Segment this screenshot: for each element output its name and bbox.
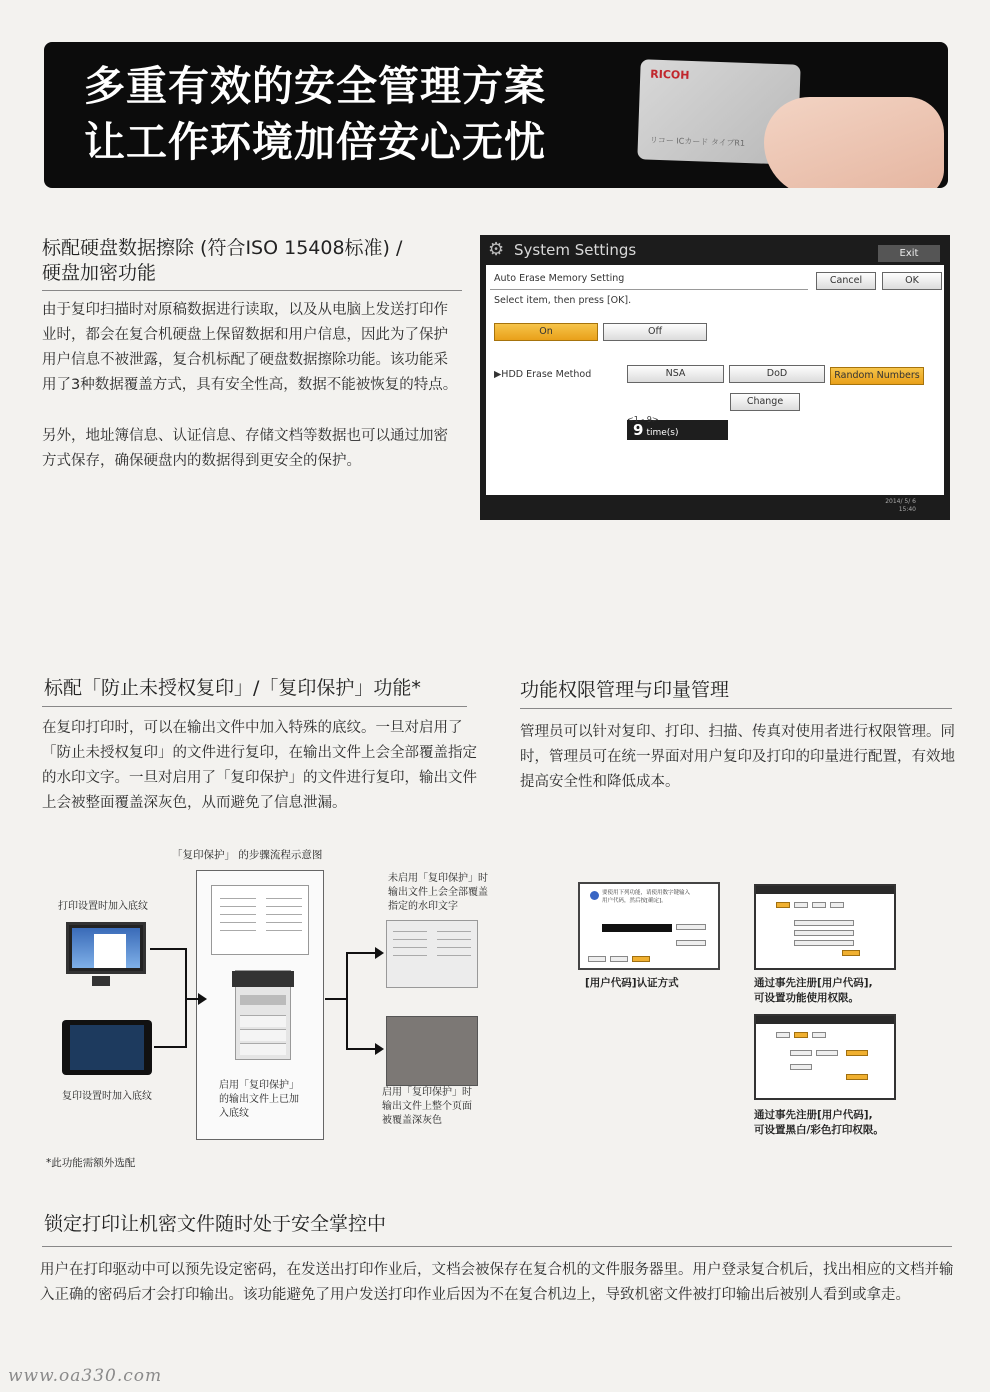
section2-rule — [42, 706, 467, 707]
date-text: 2014/ 5/ 6 — [885, 498, 916, 505]
change-button[interactable]: Change — [730, 393, 800, 411]
section1-heading — [42, 236, 402, 286]
mini-button — [794, 920, 854, 926]
section3-para: 管理员可以针对复印、打印、扫描、传真对使用者进行权限管理。同时，管理员可在统一界面对用户复印及打印的印量进行配置，有效地提高安全性和降低成本。 — [520, 724, 955, 790]
cancel-button[interactable]: Cancel — [816, 272, 876, 290]
site-watermark: www.oa330.com — [8, 1366, 163, 1386]
nsa-button[interactable]: NSA — [627, 365, 724, 383]
connector-line — [347, 952, 375, 954]
label-off — [388, 872, 488, 914]
mini-button — [812, 1032, 826, 1038]
dialog-text-line1: 要使用下列功能，请使用数字键输入 — [602, 890, 691, 896]
dialog-text-line2: 用户代码，然后按[确定]。 — [602, 898, 667, 904]
exit-button[interactable]: Exit — [878, 245, 940, 262]
connector-line — [150, 948, 186, 950]
screen-title: System Settings — [514, 241, 637, 259]
patterned-doc-image — [211, 885, 309, 955]
ok-button[interactable]: OK — [882, 272, 942, 290]
connector-line — [346, 952, 348, 1050]
label-copier-line1: 启用「复印保护」 — [219, 1080, 299, 1091]
instruction-text: Select item, then press [OK]. — [494, 295, 632, 306]
arrow-icon — [198, 993, 207, 1005]
label-off-line3: 指定的水印文字 — [388, 901, 458, 912]
section4-rule — [42, 1246, 952, 1247]
label-off-line1: 未启用「复印保护」时 — [388, 873, 488, 884]
range-text: <1 - 9> — [627, 415, 659, 424]
setting-rule — [490, 289, 808, 290]
mini-button — [794, 1032, 808, 1038]
section2-para: 在复印打印时，可以在输出文件中加入特殊的底纹。一旦对启用了「防止未授权复印」的文件进行复印，在输出文件上会全部覆盖指定的水印文字。一旦对启用了「复印保护」的文件进行复印，输出文件上会被整面覆盖深灰色，从而避免了信息泄漏。 — [42, 720, 477, 811]
screen-content — [486, 265, 944, 495]
caption2-line1: 通过事先注册[用户代码], — [754, 977, 873, 989]
mini-button — [776, 1032, 790, 1038]
hdd-erase-method-label: ▶HDD Erase Method — [494, 369, 592, 380]
mini-button — [790, 1064, 812, 1070]
caption2-line2: 可设置功能使用权限。 — [754, 992, 859, 1004]
hand-image — [764, 97, 944, 188]
label-on — [382, 1086, 472, 1128]
copier-image — [235, 970, 291, 1060]
label-on-line2: 输出文件上整个页面 — [382, 1101, 472, 1112]
time-text: 15:40 — [898, 506, 916, 513]
caption-user-code: [用户代码]认证方式 — [585, 977, 679, 989]
section1-heading-line2: 硬盘加密功能 — [42, 262, 157, 284]
mini-button — [812, 902, 826, 908]
label-copier-line3: 入底纹 — [219, 1108, 249, 1119]
section4-para: 用户在打印驱动中可以预先设定密码，在发送出打印作业后，文档会被保存在复合机的文件服务器里。用户登录复合机后，找出相应的文档并输入正确的密码后才会打印输出。该功能避免了用户发送打印作业后因为不在复合机边上，导致机密文件被打印输出后被别人看到或拿走。 — [40, 1262, 954, 1303]
times-value: 9 — [633, 421, 644, 439]
mini-button — [846, 1074, 868, 1080]
mini-button — [816, 1050, 838, 1056]
color-permission-screen-image — [754, 1014, 896, 1100]
label-on-line1: 启用「复印保护」时 — [382, 1087, 472, 1098]
gear-icon: ⚙ — [488, 239, 505, 260]
dod-button[interactable]: DoD — [729, 365, 825, 383]
system-settings-screen — [480, 235, 950, 520]
mini-button — [588, 956, 606, 962]
section1-para2: 另外，地址簿信息、认证信息、存储文档等数据也可以通过加密方式保存，确保硬盘内的数据得到更安全的保护。 — [42, 428, 448, 469]
code-input — [602, 924, 672, 932]
section3-rule — [520, 708, 952, 709]
banner-title — [84, 58, 546, 170]
connector-line — [186, 998, 198, 1000]
user-code-dialog-image — [578, 882, 720, 970]
banner-title-line2: 让工作环境加倍安心无忧 — [84, 118, 546, 166]
card-text: リコー ICカード タイプR1 — [649, 135, 746, 148]
section1-rule — [42, 290, 462, 291]
on-button[interactable]: On — [494, 323, 598, 341]
mini-button — [794, 940, 854, 946]
dialog-text — [602, 889, 690, 905]
section1-para1: 由于复印扫描时对原稿数据进行读取，以及从电脑上发送打印作业时，都会在复合机硬盘上保留数据和用户信息，因此为了保护用户信息不被泄露，复合机标配了硬盘数据擦除功能。该功能采用了3种数据覆盖方式，具有安全性高，数据不能被恢复的特点。 — [42, 302, 458, 393]
banner-title-line1: 多重有效的安全管理方案 — [84, 62, 546, 110]
monitor-stand — [92, 976, 110, 986]
mini-button — [776, 902, 790, 908]
control-panel-image — [62, 1020, 152, 1075]
mini-button — [790, 1050, 812, 1056]
mini-button — [610, 956, 628, 962]
section3-heading: 功能权限管理与印量管理 — [520, 679, 730, 701]
diagram-title: 「复印保护」 的步骤流程示意图 — [172, 849, 323, 861]
function-permission-screen-image — [754, 884, 896, 970]
date-time — [885, 498, 916, 514]
mini-button — [794, 902, 808, 908]
hero-banner — [44, 42, 948, 188]
mini-button — [794, 930, 854, 936]
footnote: *此功能需额外选配 — [46, 1157, 136, 1169]
watermarked-doc-image — [386, 920, 478, 988]
section2-heading: 标配「防止未授权复印」/「复印保护」功能* — [44, 677, 421, 699]
connector-line — [347, 1048, 375, 1050]
section1-heading-line1: 标配硬盘数据擦除 (符合ISO 15408标准) / — [42, 237, 403, 259]
mini-button — [676, 940, 706, 946]
pc-monitor-image — [66, 922, 146, 974]
times-unit: time(s) — [646, 428, 679, 438]
mini-button — [676, 924, 706, 930]
arrow-icon — [375, 947, 384, 959]
setting-name: Auto Erase Memory Setting — [494, 273, 625, 284]
caption3-line1: 通过事先注册[用户代码], — [754, 1109, 873, 1121]
off-button[interactable]: Off — [603, 323, 707, 341]
label-copier — [219, 1079, 299, 1121]
label-off-line2: 输出文件上会全部覆盖 — [388, 887, 488, 898]
label-copier-line2: 的输出文件上已加 — [219, 1094, 299, 1105]
caption-color-permission — [754, 1108, 884, 1138]
random-numbers-button[interactable]: Random Numbers — [830, 367, 924, 385]
mini-button — [632, 956, 650, 962]
section4-heading: 锁定打印让机密文件随时处于安全掌控中 — [44, 1213, 387, 1235]
label-panel: 复印设置时加入底纹 — [62, 1091, 152, 1102]
mini-button — [846, 1050, 868, 1056]
arrow-icon — [375, 1043, 384, 1055]
info-icon — [590, 891, 599, 900]
mini-button — [830, 902, 844, 908]
label-pc: 打印设置时加入底纹 — [58, 901, 148, 912]
mini-button — [842, 950, 860, 956]
label-on-line3: 被覆盖深灰色 — [382, 1115, 442, 1126]
caption3-line2: 可设置黑白/彩色打印权限。 — [754, 1124, 884, 1136]
caption-function-permission — [754, 976, 873, 1006]
gray-doc-image — [386, 1016, 478, 1086]
connector-line — [154, 1046, 186, 1048]
card-brand: RICOH — [650, 67, 690, 82]
connector-line — [325, 998, 347, 1000]
